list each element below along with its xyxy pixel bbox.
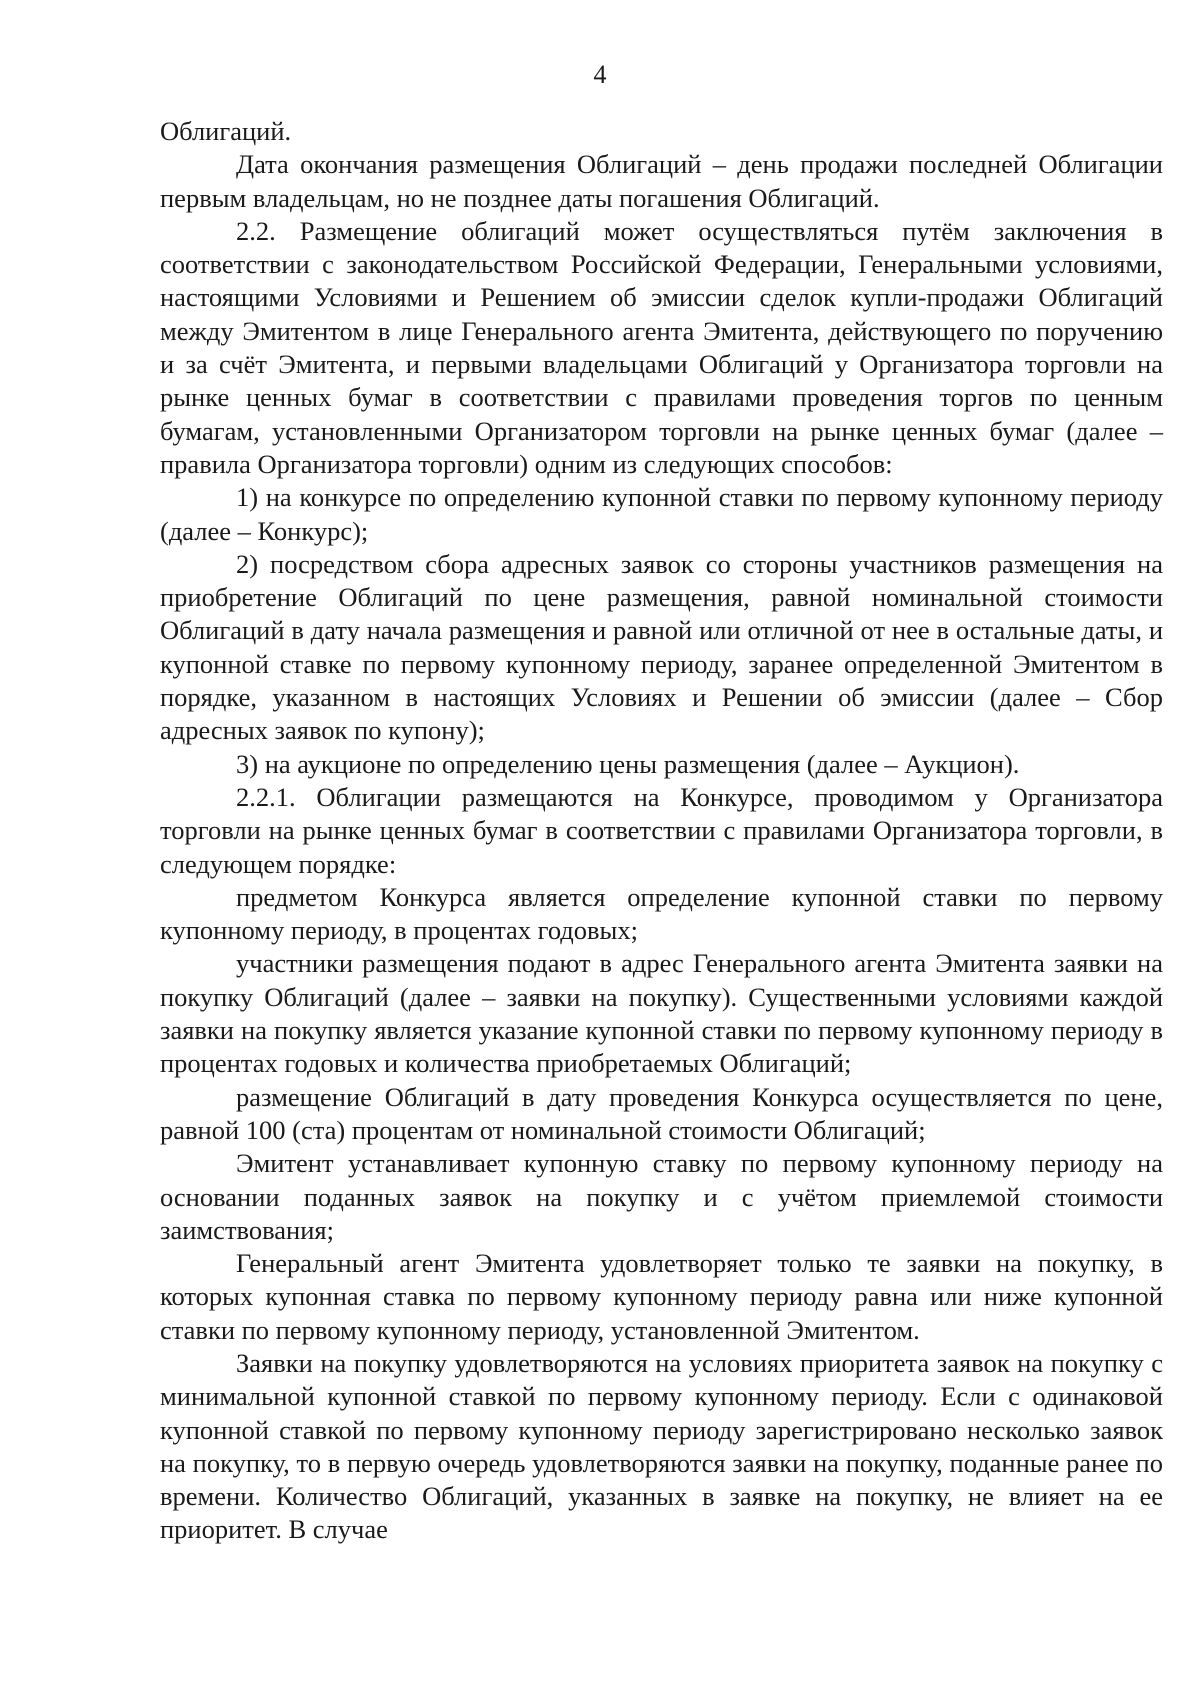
paragraph-coupon-rate-setting: Эмитент устанавливает купонную ставку по первому купонному периоду на основании поданных заявок на покупку и с учётом приемлемой стоимости заимствования; [160, 1148, 1163, 1245]
list-item-method-3: 3) на аукционе по определению цены размещения (далее – Аукцион). [236, 748, 1020, 779]
document-body [160, 115, 1163, 1547]
paragraph-order-satisfaction: Генеральный агент Эмитента удовлетворяет только те заявки на покупку, в которых купонная ставка по первому купонному периоду равна или ниже купонной ставки по первому купонному периоду, установленной Эмитентом. [160, 1248, 1163, 1345]
paragraph-continuation: Облигаций. [160, 116, 292, 146]
paragraph-placement-end-date: Дата окончания размещения Облигаций – день продажи последней Облигации первым владельцам, но не позднее даты погашения Облигаций. [160, 149, 1163, 213]
list-item-method-2: 2) посредством сбора адресных заявок со стороны участников размещения на приобретение Облигаций по цене размещения, равной номинальной стоимости Облигаций в дату начала размещения и равной или отличной от нее в остальные даты, и купонной ставке по первому купонному периоду, заранее определенной Эмитентом в порядке, указанном в настоящих Условиях и Решении об эмиссии (далее – Сбор адресных заявок по купону); [160, 548, 1163, 746]
paragraph-order-priority: Заявки на покупку удовлетворяются на условиях приоритета заявок на покупку с минимальной купонной ставкой по первому купонному периоду. Если с одинаковой купонной ставкой по первому купонному периоду зарегистрировано несколько заявок на покупку, то в первую очередь удовлетворяются заявки на покупку, поданные ранее по времени. Количество Облигаций, указанных в заявке на покупку, не влияет на ее приоритет. В случае [160, 1347, 1163, 1545]
paragraph-contest-subject: предметом Конкурса является определение купонной ставки по первому купонному периоду, в процентах годовых; [160, 881, 1163, 946]
paragraph-section-2-2: 2.2. Размещение облигаций может осуществляться путём заключения в соответствии с законодательством Российской Федерации, Генеральными условиями, настоящими Условиями и Решением об эмиссии сделок купли-продажи Облигаций между Эмитентом в лице Генерального агента Эмитента, действующего по поручению и за счёт Эмитента, и первыми владельцами Облигаций у Организатора торговли на рынке ценных бумаг в соответствии с правилами проведения торгов по ценным бумагам, установленными Организатором торговли на рынке ценных бумаг (далее – правила Организатора торговли) одним из следующих способов: [160, 215, 1163, 479]
paragraph-section-2-2-1: 2.2.1. Облигации размещаются на Конкурсе, проводимом у Организатора торговли на рынке ценных бумаг в соответствии с правилами Организатора торговли, в следующем порядке: [160, 781, 1163, 879]
list-item-method-1: 1) на конкурсе по определению купонной ставки по первому купонному периоду (далее – Конкурс); [160, 482, 1163, 546]
paragraph-purchase-orders: участники размещения подают в адрес Генерального агента Эмитента заявки на покупку Облигаций (далее – заявки на покупку). Существенными условиями каждой заявки на покупку является указание купонной ставки по первому купонному периоду в процентах годовых и количества приобретаемых Облигаций; [160, 948, 1163, 1079]
paragraph-placement-price: размещение Облигаций в дату проведения Конкурса осуществляется по цене, равной 100 (ста) процентам от номинальной стоимости Облигаций; [160, 1081, 1163, 1145]
page-number: 4 [593, 60, 607, 89]
